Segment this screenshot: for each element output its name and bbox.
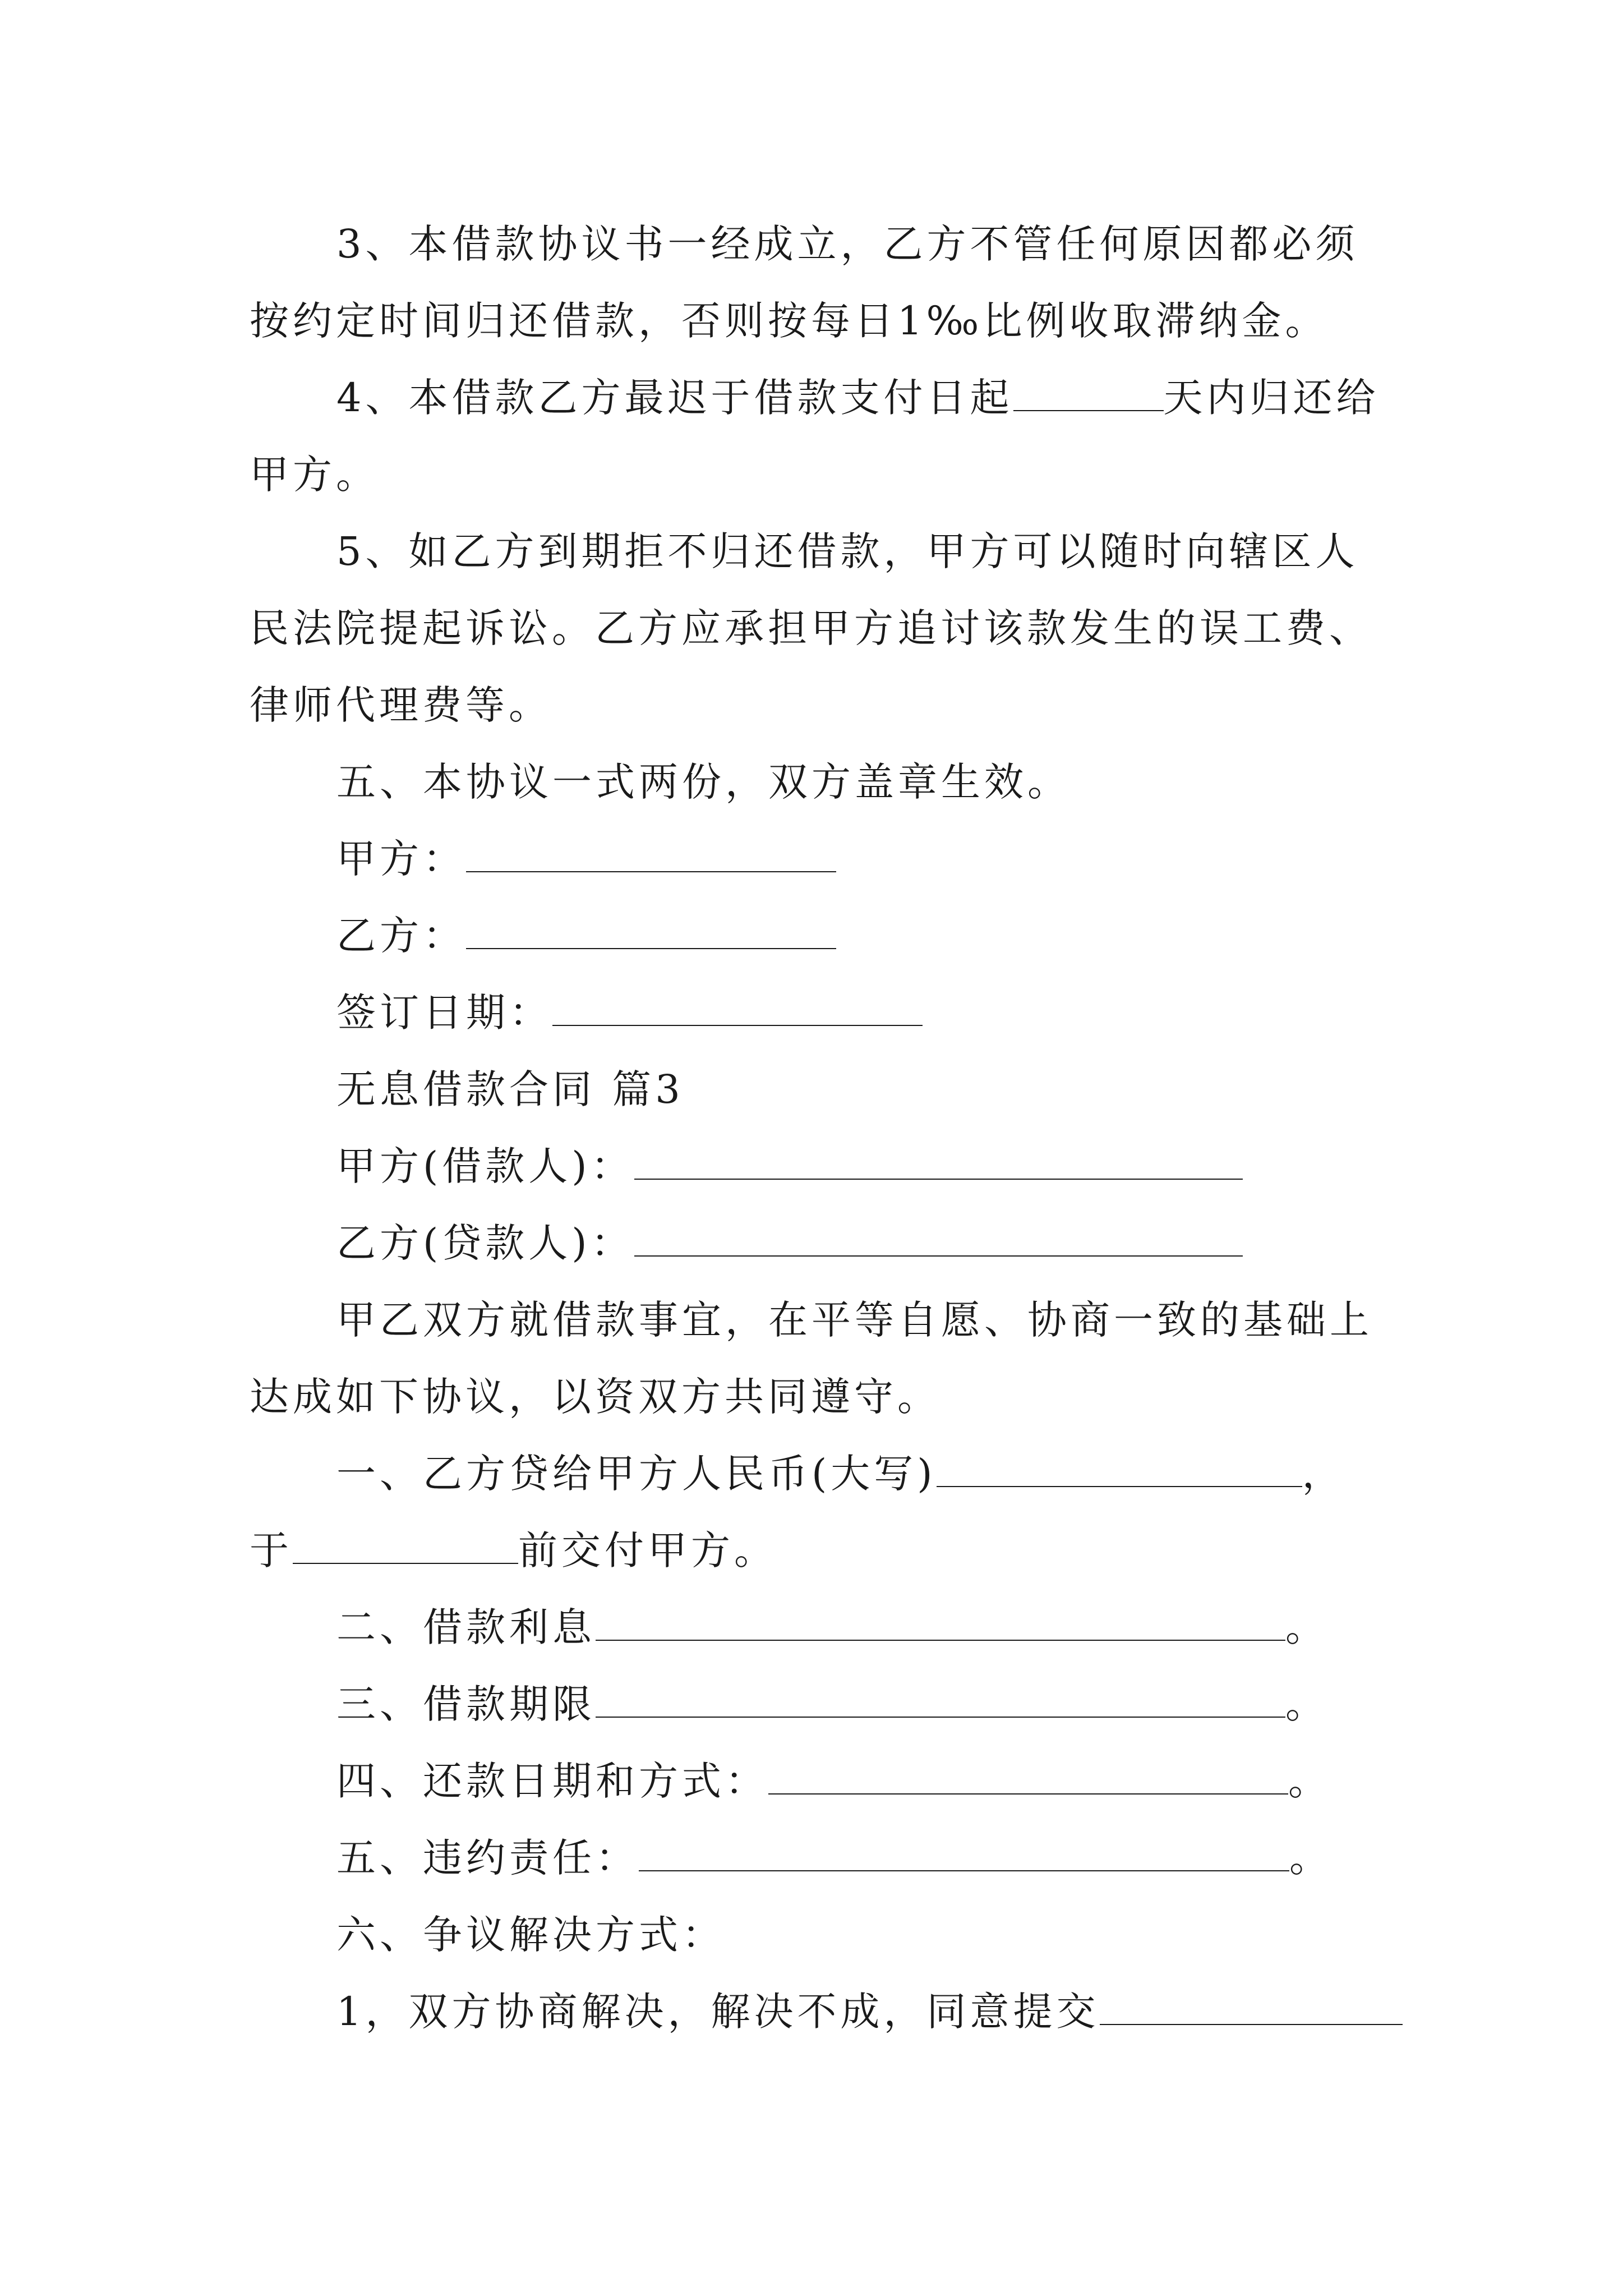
item-2-line [336,1605,1329,1650]
liability-blank [639,1835,1289,1871]
clause-5-text-1: 5、如乙方到期拒不归还借款，甲方可以随时向辖区人 [336,528,1359,574]
sign-date-blank [552,990,923,1026]
clause-3-line-2 [250,298,1328,343]
item-1-text-1: 一、乙方贷给甲方人民币(大写) [336,1451,937,1497]
section-5-text: 五、本协议一式两份，双方盖章生效。 [336,759,1071,805]
signature-party-b [336,913,836,958]
intro-text-2: 达成如下协议，以资双方共同遵守。 [250,1374,940,1420]
party-a-label: 甲方： [336,836,466,882]
item-1-text-2b: 前交付甲方。 [518,1527,777,1573]
clause-4-text-2: 甲方。 [250,452,379,498]
borrower-blank [634,1144,1243,1180]
sign-date-label: 签订日期： [336,990,552,1036]
item-4-line [336,1759,1331,1803]
item-1-text-2a: 于 [250,1527,293,1573]
clause-4-line-2 [250,452,379,497]
intro-line-2 [250,1374,940,1419]
borrower-line [336,1144,1243,1189]
item-3-period: 。 [1285,1681,1329,1727]
party-b-blank [466,913,836,949]
item-5-text: 五、违约责任： [336,1835,639,1881]
item-2-period: 。 [1285,1604,1329,1650]
item-6-text: 六、争议解决方式： [336,1912,725,1958]
delivery-date-blank [293,1528,518,1564]
item-5-period: 。 [1289,1835,1332,1881]
amount-blank [937,1451,1302,1487]
clause-3-line-1 [336,222,1359,266]
clause-3-text-2: 按约定时间归还借款，否则按每日1‰比例收取滞纳金。 [250,298,1329,344]
item-3-line [336,1682,1329,1727]
borrower-label: 甲方(借款人)： [336,1143,634,1189]
days-blank [1013,375,1164,411]
item-1-line-2 [250,1528,777,1573]
intro-line-1 [336,1297,1373,1342]
item-2-text: 二、借款利息 [336,1604,596,1650]
section-title [336,1067,684,1112]
item-4-text: 四、还款日期和方式： [336,1758,768,1804]
lender-line [336,1221,1243,1266]
item-5-line [336,1835,1332,1880]
signature-party-a [336,836,836,881]
signature-date [336,990,923,1035]
clause-5-line-2 [250,606,1372,651]
item-3-text: 三、借款期限 [336,1681,596,1727]
item-6-1-line [336,1989,1403,2034]
arbitration-blank [1100,1989,1403,2025]
item-1-comma: ， [1302,1451,1345,1497]
item-4-period: 。 [1288,1758,1331,1804]
lender-blank [634,1221,1243,1257]
lender-label: 乙方(贷款人)： [336,1220,634,1266]
clause-4-text-1b: 天内归还给 [1163,375,1380,421]
clause-5-text-2: 民法院提起诉讼。乙方应承担甲方追讨该款发生的误工费、 [250,605,1372,651]
intro-text-1: 甲乙双方就借款事宜，在平等自愿、协商一致的基础上 [336,1297,1373,1343]
party-b-label: 乙方： [336,913,466,959]
item-6-line [336,1912,725,1957]
clause-3-text-1: 3、本借款协议书一经成立，乙方不管任何原因都必须 [336,221,1359,267]
clause-4-line-1 [336,375,1380,420]
interest-blank [596,1605,1285,1641]
item-6-1-text: 1，双方协商解决，解决不成，同意提交 [336,1989,1100,2035]
section-title-text: 无息借款合同 篇3 [336,1066,684,1112]
clause-5-line-3 [250,683,552,728]
clause-5-text-3: 律师代理费等。 [250,682,552,728]
clause-5-line-1 [336,529,1359,574]
party-a-blank [466,836,836,872]
section-5-line [336,760,1071,804]
item-1-line-1 [336,1451,1345,1496]
repayment-blank [768,1759,1288,1795]
clause-4-text-1a: 4、本借款乙方最迟于借款支付日起 [336,375,1013,421]
term-blank [596,1682,1285,1718]
